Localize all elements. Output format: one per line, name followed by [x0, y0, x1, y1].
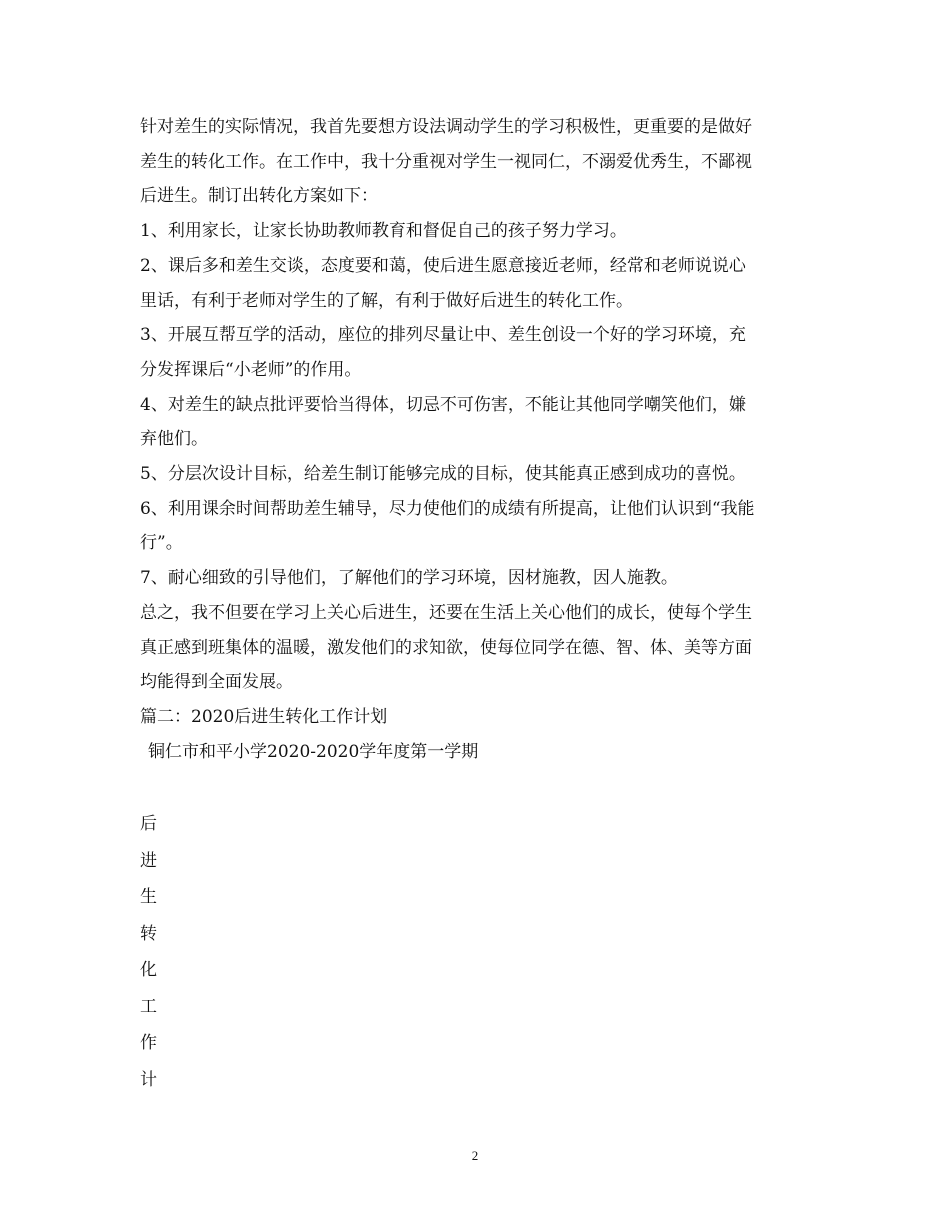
text-line: 里话，有利于老师对学生的了解，有利于做好后进生的转化工作。 [140, 290, 633, 311]
text-line: 后进生。制订出转化方案如下： [140, 186, 378, 207]
school-term-line: 铜仁市和平小学2020-2020学年度第一学期 [148, 741, 479, 762]
vertical-char: 化 [140, 960, 157, 980]
text-line: 分发挥课后“小老师”的作用。 [140, 359, 362, 380]
vertical-char: 计 [140, 1069, 157, 1090]
list-item-1: 1、利用家长，让家长协助教师教育和督促自己的孩子努力学习。 [140, 221, 627, 242]
vertical-title [140, 806, 157, 1098]
list-item-5: 5、分层次设计目标，给差生制订能够完成的目标，使其能真正感到成功的喜悦。 [140, 464, 746, 485]
vertical-char: 转 [140, 923, 157, 944]
vertical-char: 作 [140, 1033, 157, 1053]
text-line: 针对差生的实际情况，我首先要想方设法调动学生的学习积极性，更重要的是做好 [140, 117, 752, 137]
text-line: 差生的转化工作。在工作中，我十分重视对学生一视同仁，不溺爱优秀生，不鄙视 [140, 151, 752, 172]
body-text [140, 110, 820, 769]
text-line: 弃他们。 [140, 429, 208, 450]
vertical-char: 生 [140, 887, 157, 907]
list-item-7: 7、耐心细致的引导他们，了解他们的学习环境，因材施教，因人施教。 [140, 568, 678, 589]
vertical-char: 后 [140, 814, 157, 834]
section-heading: 篇二：2020后进生转化工作计划 [140, 706, 388, 727]
summary-line: 真正感到班集体的温暖，激发他们的求知欲，使每位同学在德、智、体、美等方面 [140, 637, 752, 658]
vertical-char: 工 [140, 996, 157, 1017]
list-item-2: 2、课后多和差生交谈，态度要和蔼，使后进生愿意接近老师，经常和老师说说心 [140, 255, 746, 276]
vertical-char: 进 [140, 850, 157, 871]
list-item-3: 3、开展互帮互学的活动，座位的排列尽量让中、差生创设一个好的学习环境，充 [140, 325, 746, 346]
summary-line: 总之，我不但要在学习上关心后进生，还要在生活上关心他们的成长，使每个学生 [140, 602, 752, 623]
text-line: 行”。 [140, 533, 183, 554]
page-number: 2 [471, 1148, 479, 1163]
list-item-6: 6、利用课余时间帮助差生辅导，尽力使他们的成绩有所提高，让他们认识到“我能 [140, 498, 755, 519]
list-item-4: 4、对差生的缺点批评要恰当得体，切忌不可伤害，不能让其他同学嘲笑他们，嫌 [140, 394, 746, 415]
summary-line: 均能得到全面发展。 [140, 672, 293, 693]
